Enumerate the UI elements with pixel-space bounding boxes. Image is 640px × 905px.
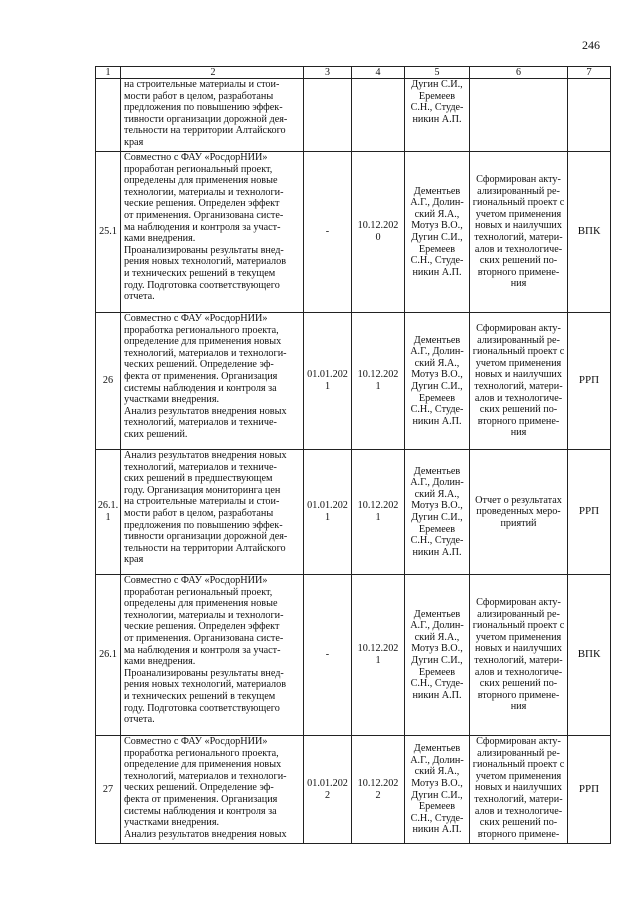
page-number: 246	[582, 38, 600, 52]
row-description: на строительные материалы и стои- мости работ в целом, разработаны предложения по повышению эффек- тивности организации дорожной дея- тельности на территории Алтайского края	[121, 79, 304, 152]
header-col-4: 4	[352, 67, 405, 79]
header-col-7: 7	[568, 67, 611, 79]
table-row	[96, 736, 611, 844]
row-start-date: -	[304, 152, 352, 313]
row-code: ВПК	[568, 575, 611, 736]
row-code	[568, 79, 611, 152]
row-result	[470, 79, 568, 152]
row-end-date	[352, 79, 405, 152]
row-executors: Дементьев А.Г., Долин- ский Я.А., Мотуз В.О., Дугин С.И., Еремеев С.Н., Студе- никин А.П.	[405, 736, 470, 844]
row-start-date: 01.01.202 1	[304, 450, 352, 575]
row-start-date: 01.01.202 2	[304, 736, 352, 844]
row-executors: Дементьев А.Г., Долин- ский Я.А., Мотуз В.О., Дугин С.И., Еремеев С.Н., Студе- никин А.П.	[405, 313, 470, 450]
row-start-date: -	[304, 575, 352, 736]
table-row	[96, 79, 611, 152]
row-result: Сформирован акту- ализированный ре- гиональный проект с учетом применения новых и наилучших технологий, матери- алов и технологиче- ских решений по- вторного примене- ния	[470, 575, 568, 736]
row-number	[96, 79, 121, 152]
row-description: Совместно с ФАУ «РосдорНИИ» проработка регионального проекта, определение для применения новых технологий, материалов и технологи- ческих решений. Определение эф- фекта от применения. Организация системы наблюдения и контроля за участками внедрения. Анализ результатов внедрения новых	[121, 736, 304, 844]
row-executors: Дементьев А.Г., Долин- ский Я.А., Мотуз В.О., Дугин С.И., Еремеев С.Н., Студе- никин А.П.	[405, 575, 470, 736]
row-description: Совместно с ФАУ «РосдорНИИ» проработан региональный проект, определены для применения новые технологии, материалы и технологи- ческие решения. Определен эффект от применения. Организована систе- ма наблюдения и контроля за участ- ками внедрения. Проанализированы результаты внед- рения новых технологий, материалов и технических решений в текущем году. Подготовка соответствующего отчета.	[121, 575, 304, 736]
row-executors: Дементьев А.Г., Долин- ский Я.А., Мотуз В.О., Дугин С.И., Еремеев С.Н., Студе- никин А.П.	[405, 152, 470, 313]
row-number: 26.1. 1	[96, 450, 121, 575]
row-code: РРП	[568, 313, 611, 450]
table-row	[96, 313, 611, 450]
row-end-date: 10.12.202 1	[352, 313, 405, 450]
table-row	[96, 152, 611, 313]
row-code: ВПК	[568, 152, 611, 313]
table-row	[96, 575, 611, 736]
plan-table	[95, 66, 611, 844]
row-end-date: 10.12.202 2	[352, 736, 405, 844]
row-number: 25.1	[96, 152, 121, 313]
header-col-1: 1	[96, 67, 121, 79]
row-result: Сформирован акту- ализированный ре- гиональный проект с учетом применения новых и наилучших технологий, матери- алов и технологиче- ских решений по- вторного примене- ния	[470, 152, 568, 313]
row-executors: Дугин С.И., Еремеев С.Н., Студе- никин А.П.	[405, 79, 470, 152]
header-col-3: 3	[304, 67, 352, 79]
row-description: Совместно с ФАУ «РосдорНИИ» проработка регионального проекта, определение для применения новых технологий, материалов и технологи- ческих решений. Определение эф- фекта от применения. Организация системы наблюдения и контроля за участками внедрения. Анализ результатов внедрения новых технологий, материалов и техниче- ских решений.	[121, 313, 304, 450]
row-result: Сформирован акту- ализированный ре- гиональный проект с учетом применения новых и наилучших технологий, матери- алов и технологиче- ских решений по- вторного примене-	[470, 736, 568, 844]
row-end-date: 10.12.202 1	[352, 575, 405, 736]
row-start-date	[304, 79, 352, 152]
table-header-row	[96, 67, 611, 79]
row-number: 26	[96, 313, 121, 450]
header-col-2: 2	[121, 67, 304, 79]
row-executors: Дементьев А.Г., Долин- ский Я.А., Мотуз В.О., Дугин С.И., Еремеев С.Н., Студе- никин А.П.	[405, 450, 470, 575]
row-number: 26.1	[96, 575, 121, 736]
table-row	[96, 450, 611, 575]
row-end-date: 10.12.202 1	[352, 450, 405, 575]
row-code: РРП	[568, 736, 611, 844]
header-col-5: 5	[405, 67, 470, 79]
header-col-6: 6	[470, 67, 568, 79]
row-code: РРП	[568, 450, 611, 575]
row-number: 27	[96, 736, 121, 844]
row-description: Совместно с ФАУ «РосдорНИИ» проработан региональный проект, определены для применения новые технологии, материалы и технологи- ческие решения. Определен эффект от применения. Организована систе- ма наблюдения и контроля за участ- ками внедрения. Проанализированы результаты внед- рения новых технологий, материалов и технических решений в текущем году. Подготовка соответствующего отчета.	[121, 152, 304, 313]
row-result: Отчет о результатах проведенных меро- приятий	[470, 450, 568, 575]
row-end-date: 10.12.202 0	[352, 152, 405, 313]
row-start-date: 01.01.202 1	[304, 313, 352, 450]
row-result: Сформирован акту- ализированный ре- гиональный проект с учетом применения новых и наилучших технологий, матери- алов и технологиче- ских решений по- вторного примене- ния	[470, 313, 568, 450]
row-description: Анализ результатов внедрения новых технологий, материалов и техниче- ских решений в предшествующем году. Организация мониторинга цен на строительные материалы и стои- мости работ в целом, разработаны предложения по повышению эффек- тивности организации дорожной дея- тельности на территории Алтайского края	[121, 450, 304, 575]
